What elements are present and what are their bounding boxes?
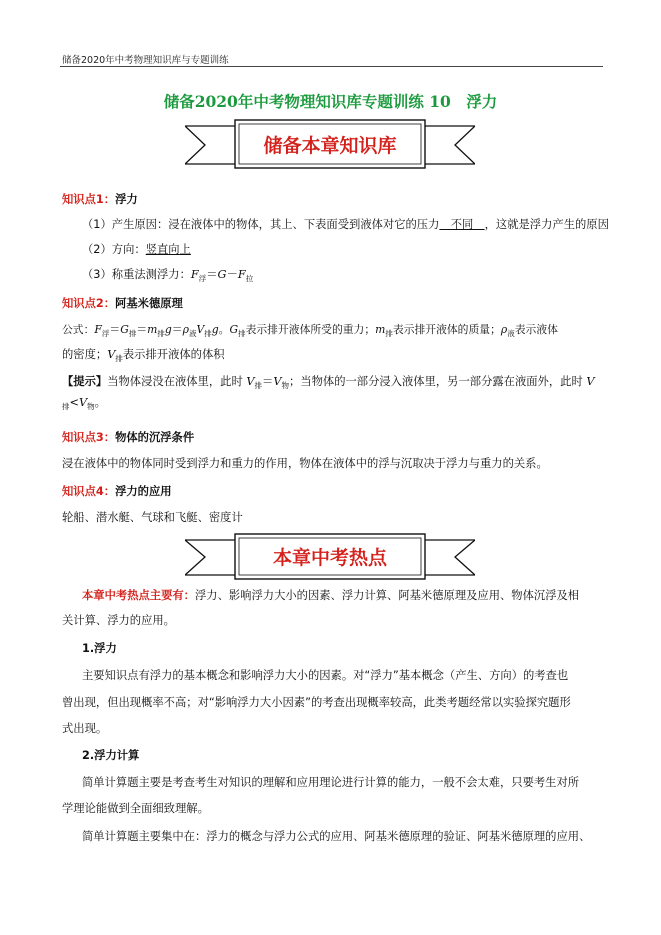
page-header: 储备2020年中考物理知识库与专题训练 [62,55,229,66]
hotspots-intro-cont: 关计算、浮力的应用。 [62,614,175,627]
header-divider [60,66,603,67]
kp4-text: 轮船、潜水艇、气球和飞艇、密度计 [62,511,243,524]
section1-title: 1.浮力 [82,642,117,655]
banner-hotspots [185,531,475,585]
banner-hotspots-text: 本章中考热点 [272,547,388,569]
section2-title: 2.浮力计算 [82,749,140,762]
kp2-heading: 知识点2：阿基米德原理 [62,297,183,310]
section1-p1: 主要知识点有浮力的基本概念和影响浮力大小的因素。对“浮力”基本概念（产生、方向）的考查也 [82,669,569,682]
kp2-formula-cont: 的密度；$V_排$表示排开液体的体积 [62,348,225,363]
kp4-heading: 知识点4：浮力的应用 [62,485,172,498]
kp2-tip-cont: $_排<V_物$。 [62,396,106,411]
section2-p3: 简单计算题主要集中在：浮力的概念与浮力公式的应用、阿基米德原理的验证、阿基米德原理的应用、 [82,830,591,843]
section1-p3: 式出现。 [62,722,108,735]
banner-knowledge-text: 储备本章知识库 [263,135,397,157]
kp1-item3: （3）称重法测浮力：$F_浮=G-F_拉$ [82,268,254,283]
kp3-text: 浸在液体中的物体同时受到浮力和重力的作用，物体在液体中的浮与沉取决于浮力与重力的关系。 [62,457,548,470]
banner-knowledge [185,116,475,176]
kp1-item1: （1）产生原因：浸在液体中的物体，其上、下表面受到液体对它的压力 不同 ，这就是浮力产生的原因 [82,218,609,231]
kp3-heading: 知识点3：物体的沉浮条件 [62,431,195,444]
section2-p1: 简单计算题主要是考查考生对知识的理解和应用理论进行计算的能力，一般不会太难，只要考生对所 [82,776,580,789]
kp1-item2: （2）方向：竖直向上 [82,243,191,256]
section1-p2: 曾出现，但出现概率不高；对“影响浮力大小因素”的考查出现概率较高，此类考题经常以实验探究题形 [62,696,571,709]
kp2-tip: 【提示】当物体浸没在液体里，此时 $V_排=V_物$；当物体的一部分浸入液体里，另一部分露在液面外，此时 V [62,375,595,390]
page-title: 储备2020年中考物理知识库专题训练 10 浮力 [163,92,498,111]
kp1-heading: 知识点1：浮力 [62,193,138,206]
kp2-formula: 公式：$F_浮=G_排=m_排g=\rho_液V_排g$。$G_排$表示排开液体所受的重力；$m_排$表示排开液体的质量；$\rho_液$表示液体 [62,323,558,338]
hotspots-intro: 本章中考热点主要有：浮力、影响浮力大小的因素、浮力计算、阿基米德原理及应用、物体沉浮及相 [82,589,580,602]
section2-p2: 学理论能做到全面细致理解。 [62,802,209,815]
